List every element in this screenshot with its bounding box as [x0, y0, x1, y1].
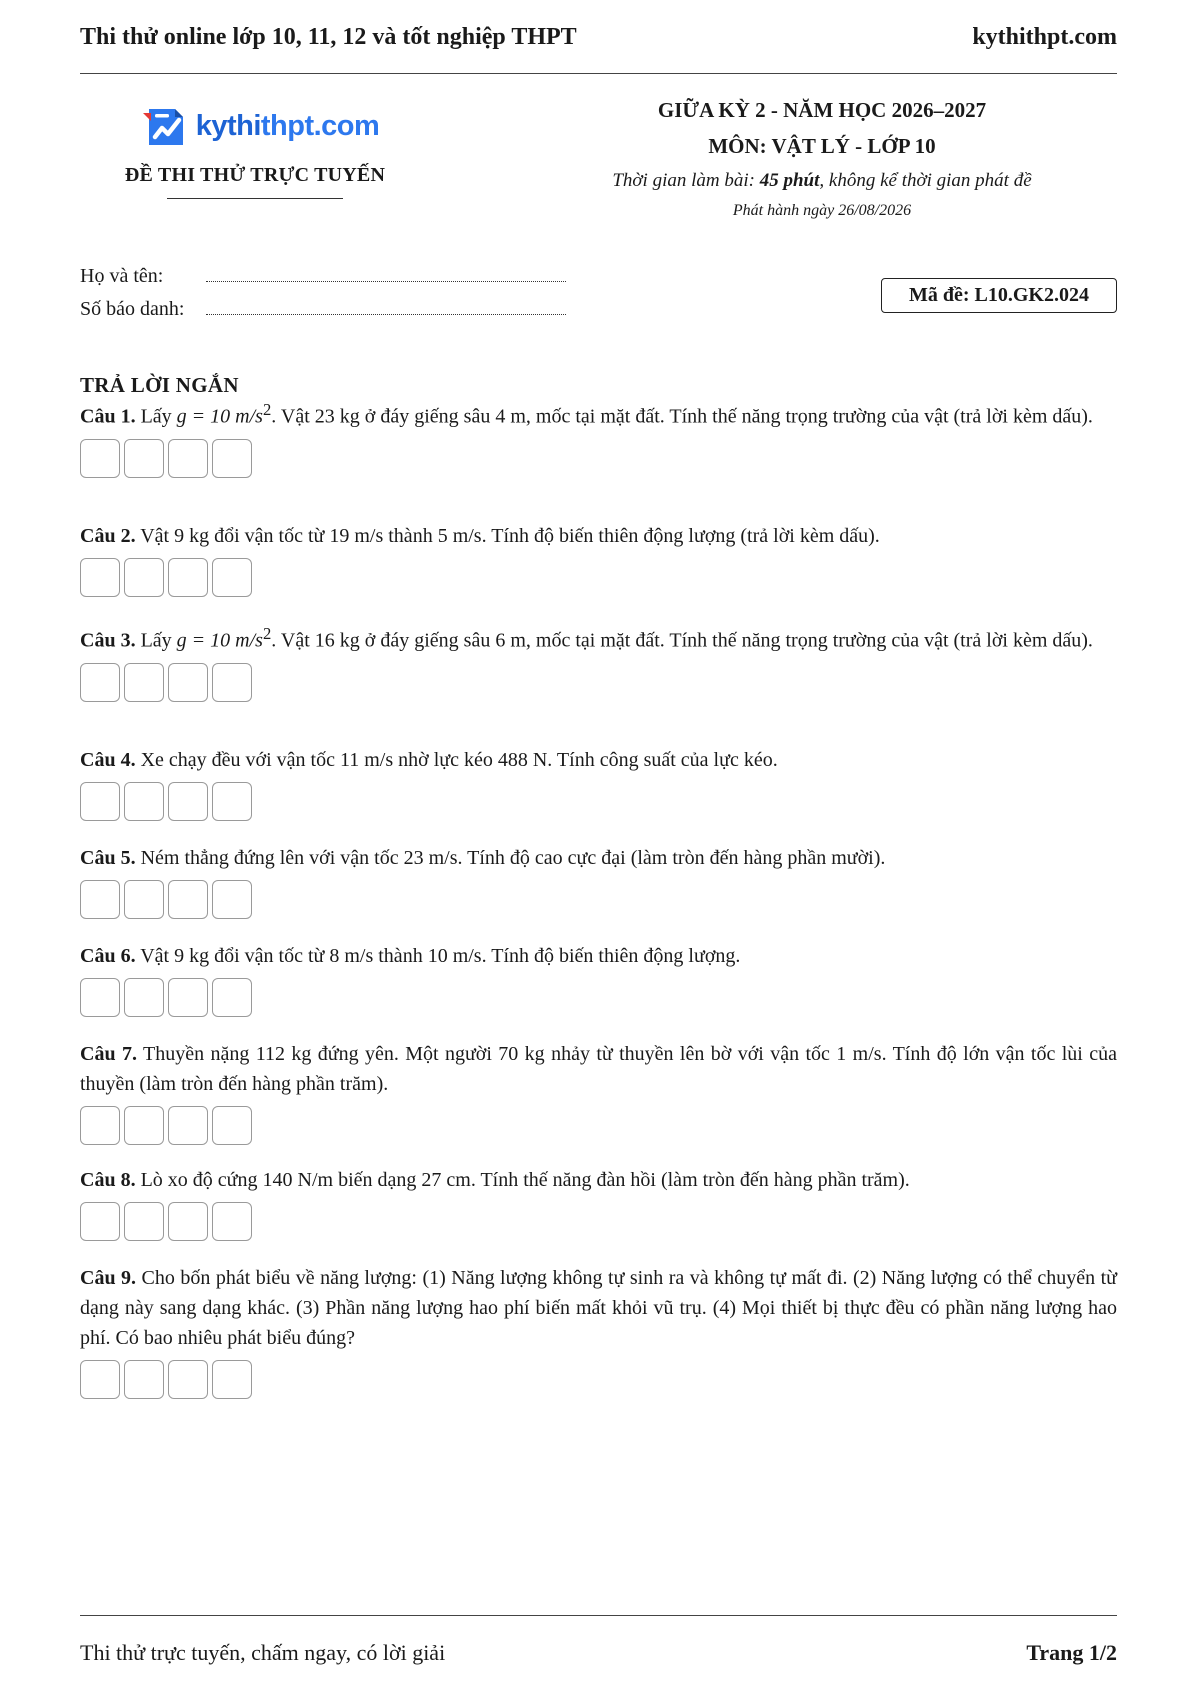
- answer-boxes: [80, 1360, 1117, 1399]
- student-name-row: [80, 265, 566, 298]
- answer-box[interactable]: [212, 439, 252, 478]
- question-number: Câu 2.: [80, 525, 136, 547]
- header-site-name[interactable]: kythithpt.com: [972, 23, 1117, 50]
- logo-text: [196, 110, 380, 143]
- answer-box[interactable]: [124, 782, 164, 821]
- answer-box[interactable]: [80, 1360, 120, 1399]
- question-text-part: Cho bốn phát biểu về năng lượng: (1) Năng lượng không tự sinh ra và không tự mất đi. (2) Năng lượng có thể chuyển từ dạng này sang dạng khác. (3) Phần năng lượng hao phí biến mất khỏi vũ trụ. (4) Mọi thiết bị thực đều có phần năng lượng hao phí. Có bao nhiêu phát biểu đúng?: [80, 1267, 1117, 1349]
- math-exponent: 2: [262, 624, 272, 643]
- question-2: [80, 521, 1117, 597]
- question-text: [80, 619, 1117, 656]
- answer-box[interactable]: [80, 782, 120, 821]
- question-text-part: Lấy: [135, 405, 177, 428]
- section-title: TRẢ LỜI NGẮN: [80, 373, 239, 397]
- question-1: [80, 395, 1117, 478]
- answer-boxes: [80, 1106, 1117, 1145]
- question-6: [80, 941, 1117, 1017]
- footer-tagline: Thi thử trực tuyến, chấm ngay, có lời giải: [80, 1640, 446, 1665]
- header-divider: [80, 73, 1117, 74]
- answer-box[interactable]: [168, 1106, 208, 1145]
- question-text-part: . Vật 16 kg ở đáy giếng sâu 6 m, mốc tại mặt đất. Tính thế năng trọng trường của vật (trả lời kèm dấu).: [271, 629, 1093, 652]
- answer-boxes: [80, 1202, 1117, 1241]
- student-name-label: Họ và tên:: [80, 265, 164, 287]
- exam-subject: MÔN: VẬT LÝ - LỚP 10: [708, 134, 936, 158]
- question-number: Câu 1.: [80, 405, 136, 428]
- answer-box[interactable]: [168, 782, 208, 821]
- question-number: Câu 3.: [80, 629, 136, 652]
- kythithpt-logo-icon: [143, 101, 191, 151]
- question-text-part: Vật 9 kg đổi vận tốc từ 19 m/s thành 5 m/s. Tính độ biến thiên động lượng (trả lời kèm dấu).: [135, 525, 880, 547]
- question-3: [80, 619, 1117, 702]
- logo-text-part2: thpt.com: [260, 109, 380, 142]
- logo-block: [80, 100, 430, 199]
- answer-box[interactable]: [168, 1360, 208, 1399]
- answer-boxes: [80, 439, 1117, 478]
- answer-box[interactable]: [212, 978, 252, 1017]
- answer-box[interactable]: [80, 880, 120, 919]
- logo[interactable]: [92, 100, 430, 152]
- answer-box[interactable]: [168, 439, 208, 478]
- student-id-row: [80, 298, 566, 331]
- question-number: Câu 4.: [80, 749, 136, 771]
- answer-box[interactable]: [168, 663, 208, 702]
- answer-box[interactable]: [212, 1106, 252, 1145]
- header-left-text: Thi thử online lớp 10, 11, 12 và tốt nghiệp THPT: [80, 23, 577, 50]
- answer-box[interactable]: [124, 558, 164, 597]
- answer-box[interactable]: [212, 558, 252, 597]
- math-expression: g = 10 m/s: [176, 405, 263, 428]
- answer-box[interactable]: [212, 663, 252, 702]
- answer-box[interactable]: [124, 1360, 164, 1399]
- answer-boxes: [80, 978, 1117, 1017]
- logo-text-part1: kythi: [195, 109, 261, 142]
- answer-box[interactable]: [168, 978, 208, 1017]
- question-text: [80, 1039, 1117, 1099]
- release-date: Phát hành ngày 26/08/2026: [732, 202, 912, 219]
- answer-box[interactable]: [80, 1202, 120, 1241]
- duration-prefix: Thời gian làm bài:: [612, 170, 760, 191]
- answer-box[interactable]: [80, 978, 120, 1017]
- exam-type-subtitle: ĐỀ THI THỬ TRỰC TUYẾN: [124, 164, 386, 186]
- answer-box[interactable]: [80, 558, 120, 597]
- answer-box[interactable]: [124, 663, 164, 702]
- question-number: Câu 8.: [80, 1169, 136, 1191]
- student-info: [80, 265, 566, 331]
- answer-box[interactable]: [168, 558, 208, 597]
- question-text-part: Lấy: [135, 629, 177, 652]
- answer-box[interactable]: [124, 978, 164, 1017]
- question-number: Câu 5.: [80, 847, 136, 869]
- question-5: [80, 843, 1117, 919]
- question-text: [80, 521, 1117, 551]
- student-name-field[interactable]: [206, 267, 566, 282]
- answer-box[interactable]: [80, 439, 120, 478]
- question-text: [80, 843, 1117, 873]
- footer-divider: [80, 1615, 1117, 1616]
- duration-suffix: , không kể thời gian phát đề: [819, 170, 1032, 191]
- duration-value: 45 phút: [759, 170, 820, 191]
- answer-boxes: [80, 663, 1117, 702]
- exam-title: GIỮA KỲ 2 - NĂM HỌC 2026–2027: [657, 98, 987, 122]
- page-number: Trang 1/2: [1026, 1640, 1117, 1665]
- question-text-part: . Vật 23 kg ở đáy giếng sâu 4 m, mốc tại mặt đất. Tính thế năng trọng trường của vật (trả lời kèm dấu).: [271, 405, 1093, 428]
- answer-box[interactable]: [124, 880, 164, 919]
- exam-code-badge: Mã đề: L10.GK2.024: [881, 278, 1117, 313]
- answer-boxes: [80, 558, 1117, 597]
- student-id-label: Số báo danh:: [80, 298, 185, 320]
- question-text: [80, 1263, 1117, 1353]
- question-number: Câu 9.: [80, 1267, 137, 1289]
- answer-box[interactable]: [124, 1106, 164, 1145]
- question-9: [80, 1263, 1117, 1399]
- answer-box[interactable]: [80, 663, 120, 702]
- question-text: [80, 395, 1117, 432]
- question-8: [80, 1165, 1117, 1241]
- answer-box[interactable]: [212, 880, 252, 919]
- question-text-part: Ném thẳng đứng lên với vận tốc 23 m/s. Tính độ cao cực đại (làm tròn đến hàng phần mười).: [135, 847, 886, 869]
- page-footer: [80, 1640, 1117, 1666]
- question-4: [80, 745, 1117, 821]
- answer-box[interactable]: [212, 1202, 252, 1241]
- math-expression: g = 10 m/s: [176, 629, 263, 652]
- math-exponent: 2: [262, 400, 272, 419]
- exam-duration: [522, 168, 1122, 194]
- answer-boxes: [80, 880, 1117, 919]
- exam-page: [80, 0, 1117, 1684]
- question-text-part: Thuyền nặng 112 kg đứng yên. Một người 70 kg nhảy từ thuyền lên bờ với vận tốc 1 m/s. Tính độ lớn vận tốc lùi của thuyền (làm tròn đến hàng phần trăm).: [80, 1043, 1117, 1095]
- answer-box[interactable]: [124, 439, 164, 478]
- answer-boxes: [80, 782, 1117, 821]
- answer-box[interactable]: [212, 1360, 252, 1399]
- answer-box[interactable]: [168, 880, 208, 919]
- subtitle-underline: [167, 198, 343, 199]
- page-header: [80, 22, 1117, 52]
- question-text-part: Xe chạy đều với vận tốc 11 m/s nhờ lực kéo 488 N. Tính công suất của lực kéo.: [135, 749, 778, 771]
- question-text-part: Vật 9 kg đổi vận tốc từ 8 m/s thành 10 m/s. Tính độ biến thiên động lượng.: [135, 945, 741, 967]
- answer-box[interactable]: [212, 782, 252, 821]
- answer-box[interactable]: [124, 1202, 164, 1241]
- exam-info: [522, 95, 1122, 222]
- question-text: [80, 745, 1117, 775]
- question-text-part: Lò xo độ cứng 140 N/m biến dạng 27 cm. Tính thế năng đàn hồi (làm tròn đến hàng phần trăm).: [135, 1169, 910, 1191]
- student-id-field[interactable]: [206, 300, 566, 315]
- answer-box[interactable]: [168, 1202, 208, 1241]
- question-text: [80, 1165, 1117, 1195]
- answer-box[interactable]: [80, 1106, 120, 1145]
- question-number: Câu 7.: [80, 1043, 137, 1065]
- question-text: [80, 941, 1117, 971]
- question-7: [80, 1039, 1117, 1145]
- question-number: Câu 6.: [80, 945, 136, 967]
